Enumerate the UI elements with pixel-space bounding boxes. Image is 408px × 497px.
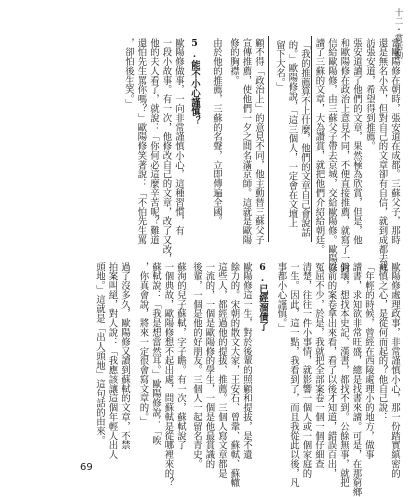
- left-page-heading: 5.能不小心謹慎？: [189, 38, 200, 126]
- left-page-para-4: 顧不得「政治上」的意見不同，他主動替三蘇父子 宣傳推薦，使他們一夕之間名滿京師。這就是歐陽 修的胸襟。: [228, 38, 264, 245]
- right-page-para-1: 歐陽修處理政事，非常謹慎小心，那一份踏實縝密的 戒慎之心，是從何而起的？他自己說：: [376, 262, 400, 478]
- left-page-para-5: 由於他的推薦，三蘇的名聲，立即傳遍全國。: [211, 38, 222, 226]
- right-page-heading: 6.已經溜債了: [257, 262, 268, 331]
- left-page-para-1: 當歐陽修在朝時，張安道在成都。三蘇父子，那時 還是無名小卒，但對自己的文章卻有自信，就到成都去拜 訪張安道，希望得到推薦。: [364, 38, 400, 273]
- right-page-para-3: 蘇洵的兒子蘇軾，字子瞻。有一次，蘇軾說了 一個典故，歐陽修想不起出處，問蘇軾是從哪裡來的？ 蘇軾說：「我是想當然耳。」歐陽修說：「唉 ，你真會說，將來一定很會寫文章的。」: [137, 262, 186, 488]
- running-head: 十二・賞活動: [393, 8, 403, 59]
- page-number: 69: [80, 462, 93, 473]
- right-page-para-4: 過了沒多久，歐陽修又讀到蘇軾的文章，不禁 拍案叫絕，對人說：「我應該讓這個年輕人出人 頭地。」這就是「出人頭地」這句話的由來。: [94, 262, 130, 460]
- right-page-quote: 「年輕的時候，曾經在西陵處理小的地方，做事 讀書，求知欲非常旺盛，總是找書來讀。可是，在那窮鄉 僻壤，想找本史記、漢書，都找不到。公餘無事，就把 以前的案卷拿出來看，看了以後才知道，錯誤百出， 冤屈不少，於是，我就把全部案卷一個一個仔細查 清楚，往往一件小事情，就影響一個人或一個家庭的 一生。因此，這一點，我看到了，而且我從此以後，凡 事都小心謹慎。」: [275, 262, 374, 497]
- left-page-para-2: 張安道讀了他們的文章，果然極為欣賞，但是，他 和歐陽修在政治上意見不同，不便直接推薦，就寫了一封 信給歐陽修，由三蘇父子帶去京城，交給歐陽修。歐陽修 讀了三蘇的文章，大為讚賞，就把他們介紹給朝廷。: [313, 38, 362, 273]
- left-page-quote: 「我的推薦算不上什麼，他們的文章自己會說話 的。」歐陽修說，「這三個人，一定會在文壇上 留下大名。」: [274, 40, 310, 238]
- left-page-para-6: 歐陽修做事，一向非常謹慎小心，這種習慣，有 一段小故事。有一次，他修改自己的文章，改了又改， 他的夫人看了，就說：「你何必這麼辛苦呢？難道 還怕先生罵你嗎？」歐陽修笑著說：「不怕先生罵 ，卻怕後生笑。」: [123, 38, 184, 264]
- right-page-para-2: 歐陽修這一生，對於後輩的照顧和提拔，是不遺 餘力的。宋朝的散文大家，王安石、曾鞏、蘇軾、蘇轍 這些人，都經過他的提拔、推薦。三個人寫文章都是 一流的，一個是歐陽修的學生，一個是他最賞識的 後輩，一個是他的好朋友。三個人一起留名青史。: [191, 262, 252, 488]
